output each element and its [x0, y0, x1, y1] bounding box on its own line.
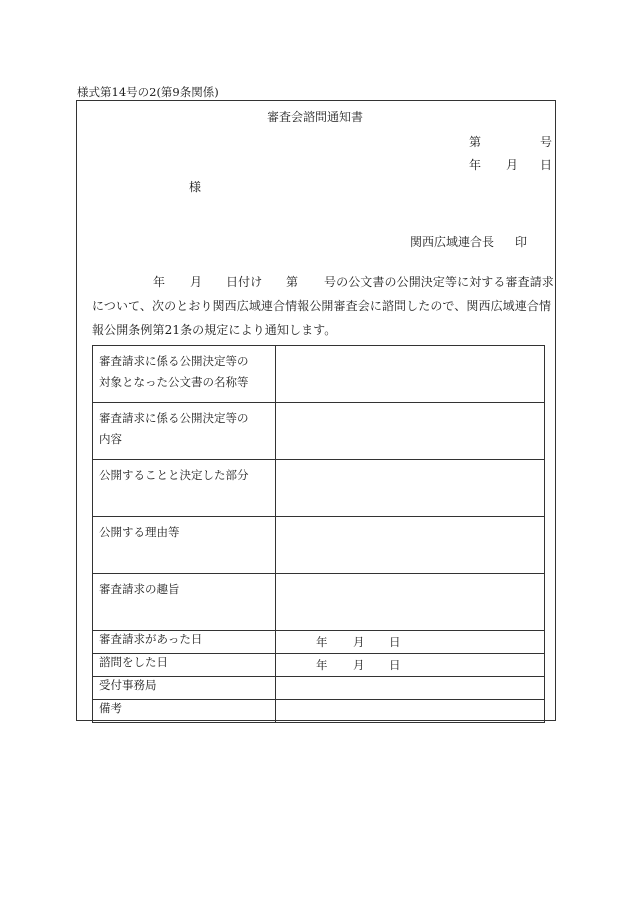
para-dated: 日付け [226, 275, 263, 289]
notice-paragraph [92, 270, 552, 342]
table-row [93, 346, 545, 403]
table-row [93, 700, 545, 723]
table-row [93, 677, 545, 700]
table-row [93, 654, 545, 677]
sender-seal: 印 [515, 235, 528, 249]
para-dai: 第 [286, 275, 299, 289]
ref-number-prefix: 第 [469, 135, 482, 149]
row-label: 審査請求があった日 [93, 631, 276, 654]
date-day: 日 [540, 158, 553, 172]
row-value[interactable] [276, 700, 545, 723]
table-row [93, 517, 545, 574]
row-label: 備考 [93, 700, 276, 723]
row-value[interactable] [276, 460, 545, 517]
table-row [93, 574, 545, 631]
row-label: 公開する理由等 [93, 517, 276, 574]
row-value[interactable] [276, 346, 545, 403]
row-value[interactable] [276, 677, 545, 700]
row-value[interactable] [276, 574, 545, 631]
sender-name: 関西広域連合長 [410, 235, 495, 249]
para-year: 年 [153, 275, 166, 289]
date-year: 年 [469, 158, 482, 172]
para-rest: 号の公文書の公開決定等に対する審査請求 [324, 275, 554, 289]
inquiry-table [92, 345, 545, 723]
row-label: 受付事務局 [93, 677, 276, 700]
addressee-suffix: 様 [189, 180, 202, 194]
paragraph-line-2: について、次のとおり関西広域連合情報公開審査会に諮問したので、関西広域連合情 [92, 299, 552, 313]
date-month: 月 [506, 158, 519, 172]
document-title: 審査会諮問通知書 [266, 110, 363, 124]
table-row [93, 460, 545, 517]
date-value-cell[interactable]: 年 月 日 [276, 654, 545, 677]
row-label: 諮問をした日 [93, 654, 276, 677]
para-month: 月 [190, 275, 203, 289]
table-row [93, 403, 545, 460]
ref-number-suffix: 号 [540, 135, 553, 149]
row-value[interactable] [276, 517, 545, 574]
row-label: 審査請求に係る公開決定等の 対象となった公文書の名称等 [93, 346, 276, 403]
row-label: 審査請求に係る公開決定等の 内容 [93, 403, 276, 460]
form-number-caption: 様式第14号の2(第9条関係) [77, 85, 219, 99]
paragraph-line-3: 報公開条例第21条の規定により通知します。 [92, 323, 337, 337]
row-value[interactable] [276, 403, 545, 460]
date-value-cell[interactable]: 年 月 日 [276, 631, 545, 654]
table-row [93, 631, 545, 654]
row-label: 審査請求の趣旨 [93, 574, 276, 631]
paragraph-line-1 [92, 270, 552, 294]
row-label: 公開することと決定した部分 [93, 460, 276, 517]
